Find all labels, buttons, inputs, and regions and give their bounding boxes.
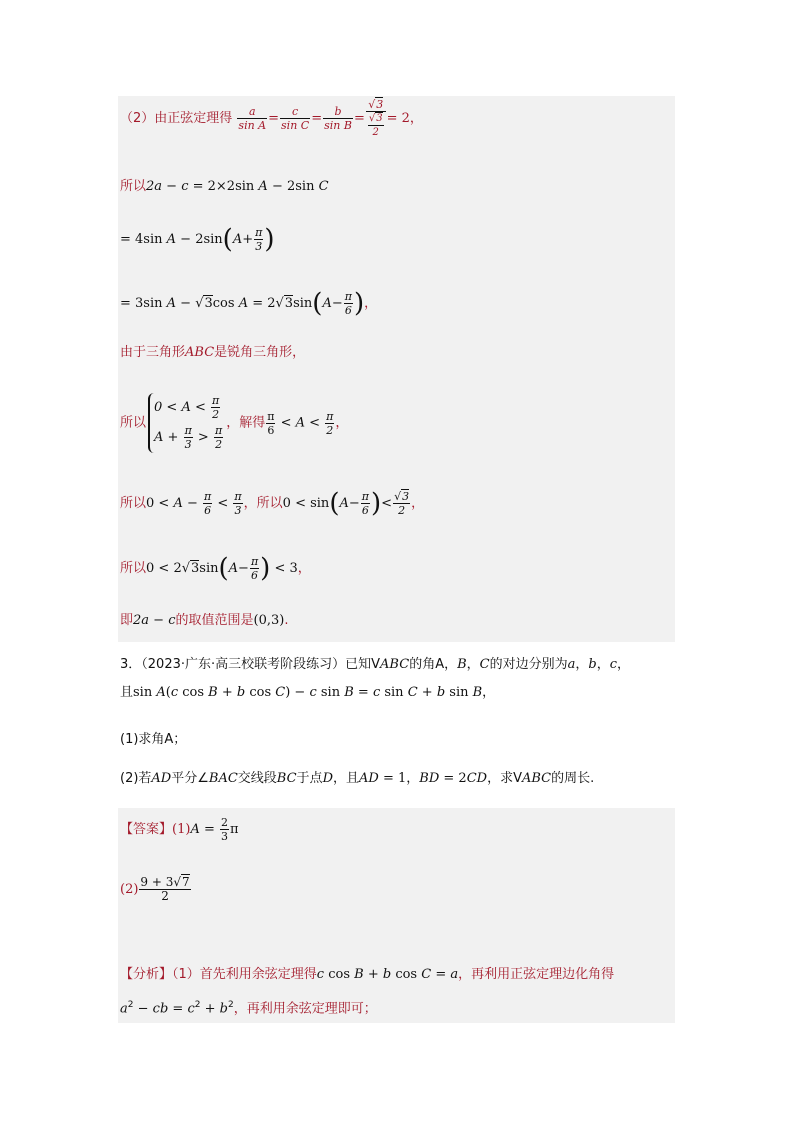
question3-line-2: 且sin A(c cos B + b cos C) − c sin B = c sin C + b sin B，	[120, 685, 496, 700]
answer-label: 【答案】	[120, 822, 173, 837]
fraction-pi-over-3: $\frac{\pi}{3}$	[255, 226, 263, 253]
solution-line-5: 所以 0 < A < $\frac{\pi}{2}$ A + $\frac{\pi}{3}$ > $\frac{\pi}{2}$ ，解得 $\frac{\pi}{6}$ < A < $\frac{\pi}{2}$ ，	[120, 394, 349, 451]
inequality-system: 0 < A < $\frac{\pi}{2}$ A + $\frac{\pi}{3}$ > $\frac{\pi}{2}$	[148, 393, 224, 453]
solution-line-2: = 4sin A − 2sin(A+ $\frac{\pi}{3}$ )	[120, 224, 275, 255]
question3-sub2: (2)若AD平分∠BAC交线段BC于点D，且AD = 1，BD = 2CD，求VABC的周长.	[120, 771, 595, 786]
answer-line-2: (2) $\frac{9 + 3√7}{2}$	[120, 875, 190, 903]
fraction-c-over-sinC: $\frac{c}{\text{sin C}}$	[281, 105, 310, 132]
solution-line-8: 即2a − c的取值范围是(0,3).	[120, 613, 289, 628]
solution-line-3: = 3sin A − √3cos A = 2√3sin(A− $\frac{\pi}{6}$ )，	[120, 288, 378, 319]
analysis-line-2: $a^2$ − cb = $c^2 + b^2$，再利用余弦定理即可；	[120, 1000, 377, 1017]
fraction-a-over-sinA: $\frac{a}{\text{sin A}}$	[238, 105, 267, 132]
fraction-sqrt3-over-half-sqrt3: $\frac{√3}{\frac{√3}{2}}$	[366, 98, 386, 139]
solution-intro-line: （2）由正弦定理得 $\frac{a}{\text{sin A}}$ = $\frac{c}{\text{sin C}}$ = $\frac{b}{\text{sin B}}$ = $\frac{√3}{\frac{√3}{2}}$ = 2，	[120, 98, 423, 138]
analysis-label: 【分析】	[120, 967, 173, 982]
line5-mid: ，解得	[226, 415, 266, 431]
solution-intro-text: （2）由正弦定理得	[120, 111, 233, 126]
solution-line-7: 所以0 < 2√3sin(A− $\frac{\pi}{6}$ ) < 3，	[120, 553, 311, 584]
question3-number: 3．	[120, 657, 142, 672]
question3-sub1: (1)求角A；	[120, 732, 187, 747]
answer-line-1: 【答案】(1)A = $\frac{2}{3}$ π	[120, 816, 239, 843]
analysis-line-1: 【分析】（1）首先利用余弦定理得c cos B + b cos C = a，再利用正弦定理边化角得	[120, 967, 615, 982]
solution-line-1: 所以2a − c = 2×2sin A − 2sin C	[120, 179, 329, 194]
fraction-pi-over-6: $\frac{\pi}{6}$	[344, 290, 352, 317]
line5-prefix: 所以	[120, 415, 147, 431]
line1-prefix: 所以	[120, 179, 147, 194]
question3-source: （2023·广东·高三校联考阶段练习）	[141, 657, 346, 672]
solution-line-4: 由于三角形ABC是锐角三角形，	[120, 345, 306, 360]
solution-line-6: 所以0 < A − $\frac{\pi}{6}$ < $\frac{\pi}{3}$ ，所以0 < sin(A− $\frac{\pi}{6}$ )< $\frac{√3}{2}$ ，	[120, 488, 425, 519]
fraction-b-over-sinB: $\frac{b}{\text{sin B}}$	[324, 105, 352, 132]
question3-line-1: 3．（2023·广东·高三校联考阶段练习）已知VABC的角A，B，C的对边分别为a，b，c，	[120, 657, 631, 672]
